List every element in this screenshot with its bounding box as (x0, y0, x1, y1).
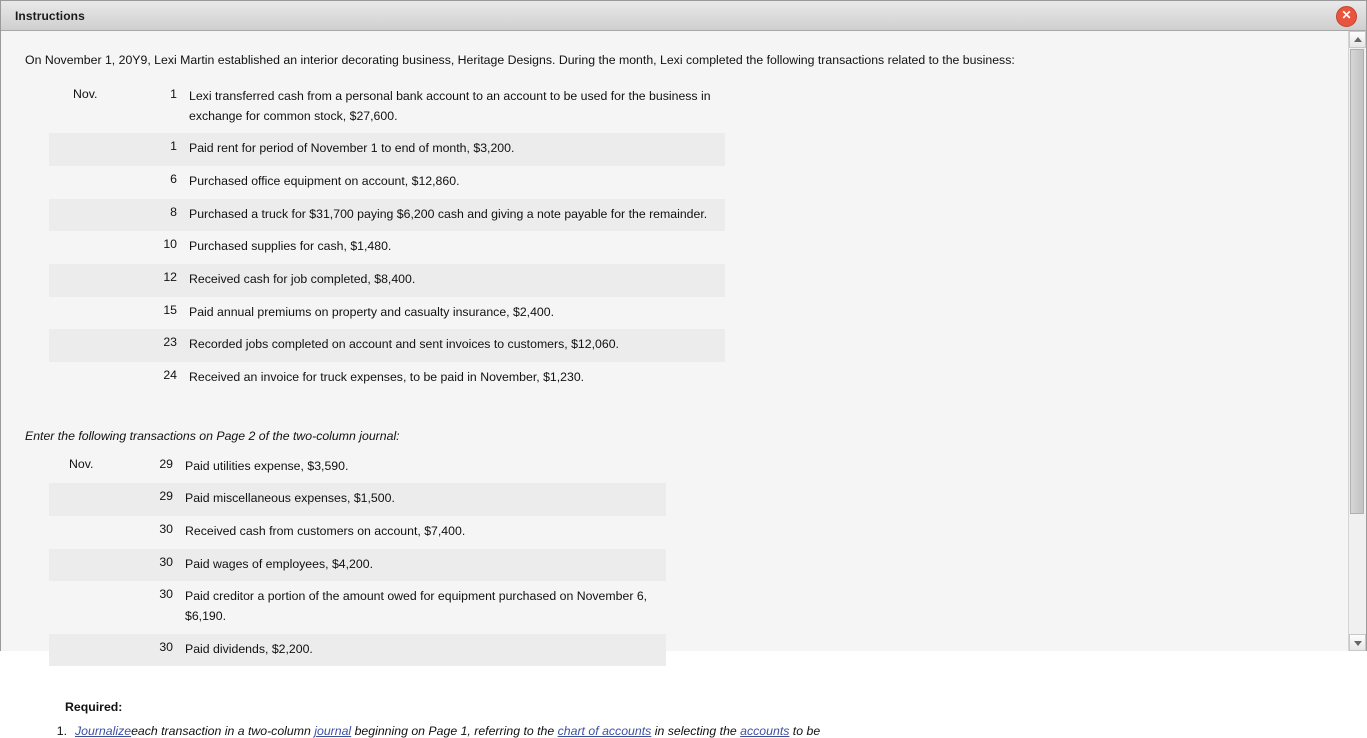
transaction-day: 6 (170, 172, 177, 187)
transaction-desc: Received cash from customers on account, $7,400. (185, 524, 466, 539)
table-row (49, 199, 725, 232)
transaction-day: 30 (133, 549, 185, 582)
requirement-text (75, 724, 820, 738)
transaction-desc: Received cash for job completed, $8,400. (189, 264, 725, 297)
table-row (49, 634, 666, 667)
transaction-month (49, 549, 133, 582)
requirement-text-b: beginning on Page 1, referring to the (351, 724, 558, 738)
scroll-down-icon[interactable] (1349, 634, 1366, 651)
table-row (49, 166, 725, 199)
vertical-scrollbar[interactable] (1348, 31, 1366, 651)
transaction-month (49, 199, 141, 232)
requirement-text-a: each transaction in a two-column (131, 724, 315, 738)
scroll-up-icon[interactable] (1349, 31, 1366, 48)
mid-note: Enter the following transactions on Page 2 of the two-column journal: (25, 428, 400, 443)
transaction-month (49, 581, 133, 633)
transaction-desc: Paid annual premiums on property and casualty insurance, $2,400. (189, 304, 555, 319)
transaction-desc: Purchased office equipment on account, $12,860. (189, 174, 460, 189)
transaction-day: 24 (163, 368, 177, 383)
list-item (49, 724, 1349, 738)
window-titlebar (1, 1, 1366, 31)
transaction-month (49, 634, 133, 667)
transaction-desc: Purchased a truck for $31,700 paying $6,200 cash and giving a note payable for the remainder. (189, 199, 725, 232)
transaction-month (49, 362, 141, 395)
transaction-month: Nov. (73, 87, 98, 101)
table-row (49, 231, 725, 264)
transaction-day: 15 (163, 302, 177, 317)
transaction-day: 30 (159, 587, 173, 602)
transaction-month: Nov. (69, 456, 94, 471)
transaction-day: 23 (141, 329, 189, 362)
transaction-day: 10 (163, 237, 177, 252)
requirement-text-d: to be (789, 724, 821, 738)
requirements-list (1, 724, 1349, 738)
transaction-month (49, 264, 141, 297)
instructions-content (1, 31, 1349, 738)
table-row (49, 297, 725, 330)
requirement-text-c: in selecting the (651, 724, 741, 738)
transaction-month (49, 516, 133, 549)
transaction-day: 30 (133, 634, 185, 667)
transaction-desc: Paid miscellaneous expenses, $1,500. (185, 483, 666, 516)
transaction-month (49, 329, 141, 362)
transaction-desc: Received an invoice for truck expenses, to be paid in November, $1,230. (189, 370, 585, 385)
transaction-month (49, 231, 141, 264)
transaction-day: 30 (159, 522, 173, 537)
table-row (49, 451, 666, 484)
transaction-desc: Purchased supplies for cash, $1,480. (189, 239, 392, 254)
table-row (49, 581, 666, 633)
table-row (49, 516, 666, 549)
scrollbar-thumb[interactable] (1350, 49, 1364, 514)
window-body (1, 31, 1366, 738)
chart-of-accounts-link[interactable]: chart of accounts (557, 724, 652, 738)
accounts-link[interactable]: accounts (740, 724, 790, 738)
table-row (49, 549, 666, 582)
transaction-month (49, 133, 141, 166)
transaction-desc: Recorded jobs completed on account and sent invoices to customers, $12,060. (189, 329, 725, 362)
transaction-desc: Paid wages of employees, $4,200. (185, 549, 666, 582)
requirement-number: 1. (56, 724, 67, 738)
window-title: Instructions (15, 8, 85, 23)
transaction-desc: Paid creditor a portion of the amount owed for equipment purchased on November 6, $6,190. (185, 589, 648, 624)
table-row (49, 133, 725, 166)
transaction-day: 12 (141, 264, 189, 297)
intro-paragraph: On November 1, 20Y9, Lexi Martin established an interior decorating business, Heritage Designs. During the month, Lexi completed the following transactions related to the business: (25, 53, 1015, 67)
required-heading: Required: (65, 700, 123, 715)
transaction-day: 1 (141, 133, 189, 166)
transaction-month (49, 166, 141, 199)
transaction-desc: Paid rent for period of November 1 to end of month, $3,200. (189, 133, 725, 166)
table-row (49, 81, 725, 133)
transaction-day: 29 (133, 483, 185, 516)
transaction-day: 8 (141, 199, 189, 232)
table-row (49, 362, 725, 395)
transactions-table-page1 (49, 81, 725, 395)
transaction-month (49, 297, 141, 330)
transaction-day: 29 (159, 456, 173, 471)
journalize-link[interactable]: Journalize (75, 724, 132, 738)
close-icon[interactable]: ✕ (1336, 6, 1357, 27)
table-row (49, 264, 725, 297)
transaction-month (49, 483, 133, 516)
transaction-desc: Paid dividends, $2,200. (185, 634, 666, 667)
transactions-table-page2 (49, 451, 666, 667)
transaction-day: 1 (170, 87, 177, 101)
table-row (49, 483, 666, 516)
journal-link[interactable]: journal (314, 724, 352, 738)
table-row (49, 329, 725, 362)
transaction-desc: Paid utilities expense, $3,590. (185, 458, 349, 473)
transaction-desc: Lexi transferred cash from a personal bank account to an account to be used for the business in exchange for common stock, $27,600. (189, 89, 711, 123)
